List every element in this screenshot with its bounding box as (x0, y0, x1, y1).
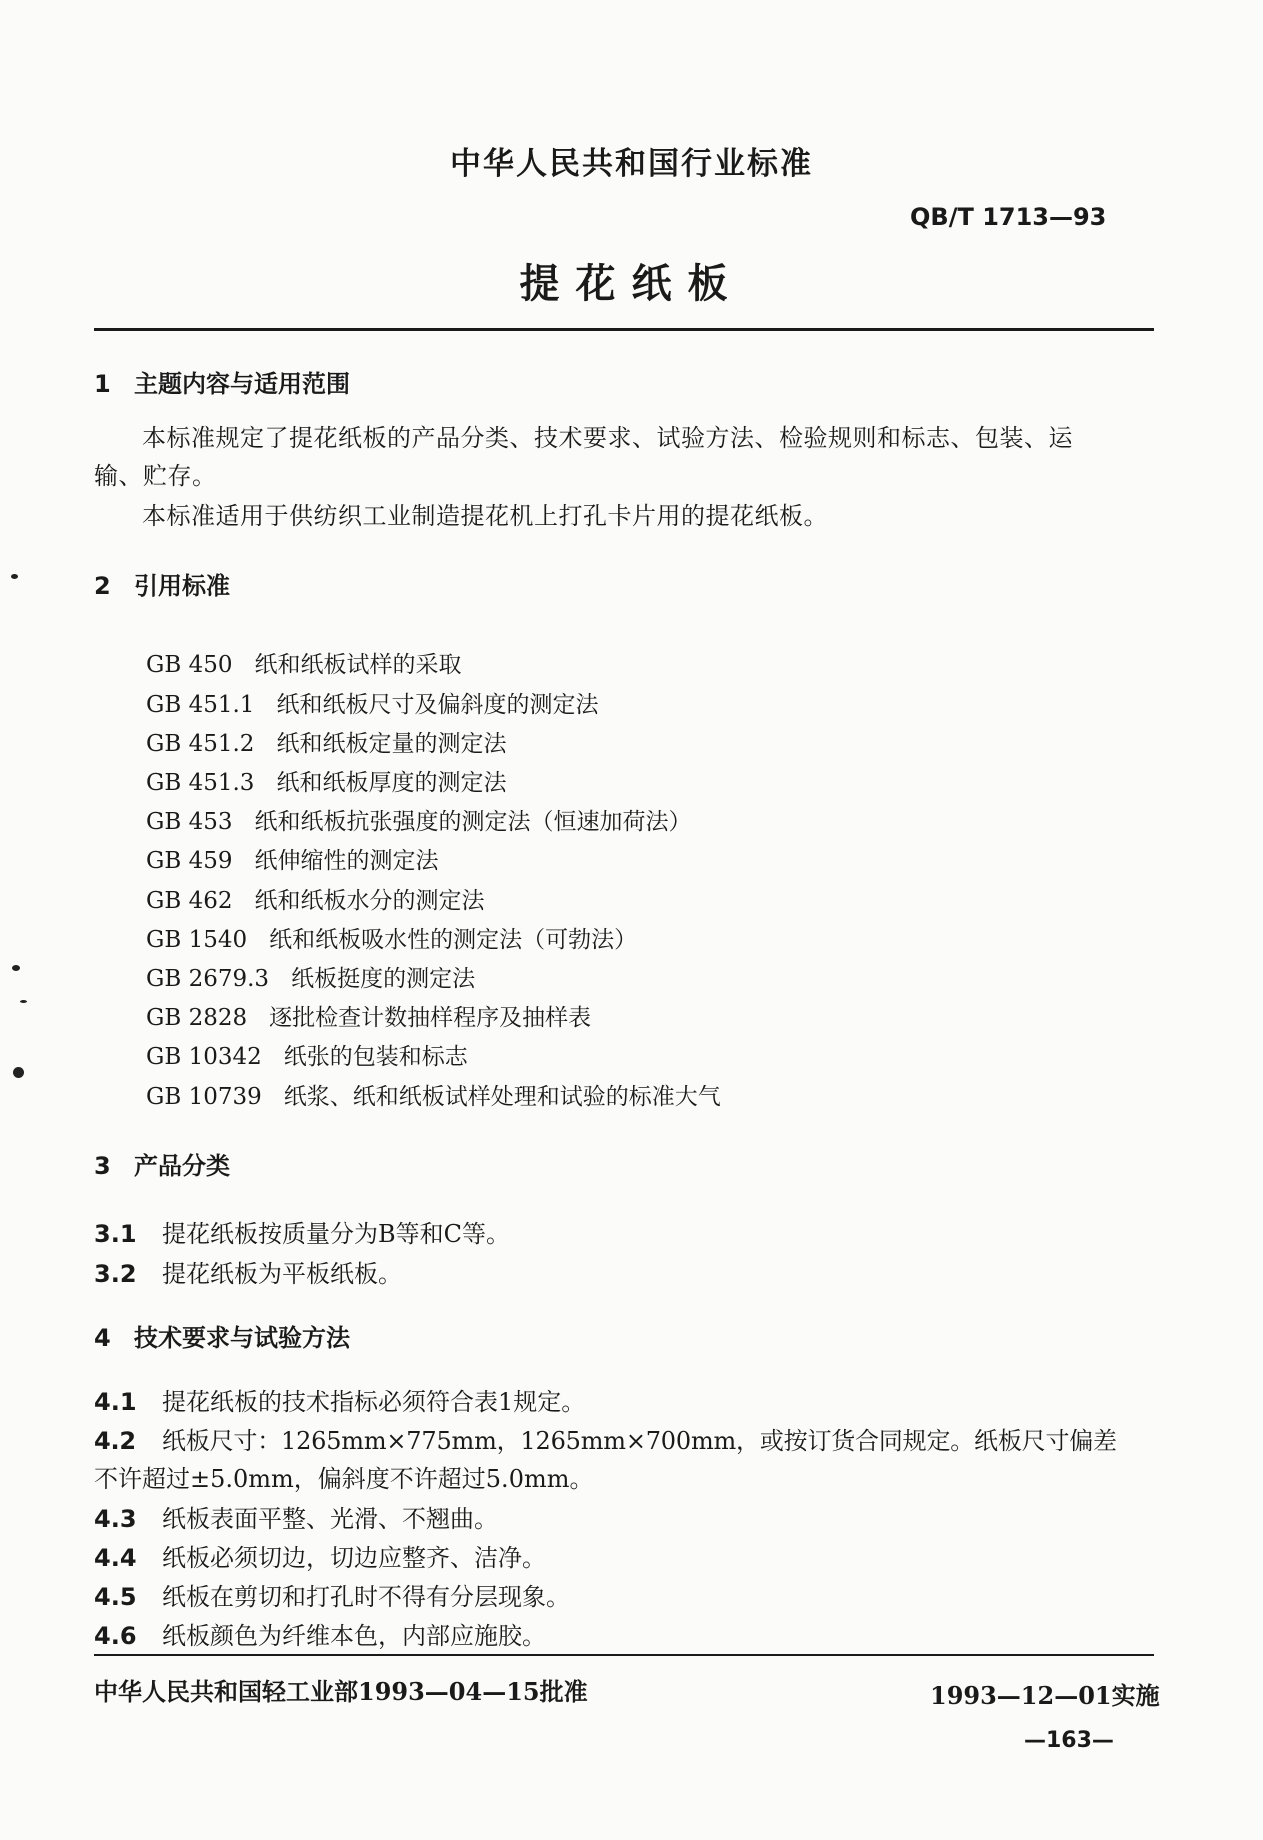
reference-title: 纸浆、纸和纸板试样处理和试验的标准大气 (283, 1084, 721, 1110)
section-title: 技术要求与试验方法 (134, 1323, 350, 1352)
reference-code: GB 2828 (146, 1005, 248, 1031)
section-1-paragraph-1-line-1: 本标准规定了提花纸板的产品分类、技术要求、试验方法、检验规则和标志、包装、运 (142, 424, 1073, 452)
scan-speck (20, 1000, 27, 1003)
reference-item (146, 999, 591, 1032)
clause-text: 提花纸板为平板纸板。 (162, 1260, 402, 1288)
reference-item (146, 842, 439, 875)
reference-code: GB 451.1 (146, 692, 255, 718)
header-divider (94, 328, 1154, 331)
reference-title: 纸和纸板定量的测定法 (276, 731, 507, 757)
clause-number: 3.2 (94, 1260, 137, 1288)
header-org-title: 中华人民共和国行业标准 (450, 146, 813, 182)
page-number: —163— (1024, 1728, 1114, 1753)
clause-text: 纸板表面平整、光滑、不翘曲。 (162, 1505, 498, 1533)
standard-code: QB/T 1713—93 (910, 203, 1107, 231)
reference-code: GB 451.3 (146, 770, 255, 796)
section-title: 引用标准 (134, 571, 230, 600)
reference-item (146, 803, 692, 836)
reference-title: 纸和纸板厚度的测定法 (276, 770, 507, 796)
clause-text: 纸板在剪切和打孔时不得有分层现象。 (162, 1583, 570, 1611)
clause-text: 纸板颜色为纤维本色，内部应施胶。 (162, 1622, 546, 1650)
reference-title: 纸张的包装和标志 (283, 1044, 468, 1070)
reference-code: GB 450 (146, 652, 233, 678)
section-2-heading (94, 566, 230, 601)
reference-code: GB 1540 (146, 927, 248, 953)
reference-title: 逐批检查计数抽样程序及抽样表 (269, 1005, 592, 1031)
clause-4-2-continuation: 不许超过±5.0mm，偏斜度不许超过5.0mm。 (94, 1465, 594, 1493)
clause-number: 4.4 (94, 1544, 137, 1572)
reference-title: 纸和纸板吸水性的测定法（可勃法） (269, 927, 638, 953)
clause-number: 4.1 (94, 1388, 137, 1416)
scan-speck (11, 574, 18, 579)
section-3-heading (94, 1146, 230, 1181)
reference-item (146, 764, 506, 797)
clause-text: 提花纸板的技术指标必须符合表1规定。 (162, 1388, 586, 1416)
reference-code: GB 10342 (146, 1044, 262, 1070)
reference-item (146, 921, 637, 954)
clause-4-2 (94, 1421, 1117, 1456)
section-number: 4 (94, 1324, 111, 1352)
clause-text: 提花纸板按质量分为B等和C等。 (162, 1220, 510, 1248)
section-title: 主题内容与适用范围 (134, 369, 350, 398)
reference-title: 纸和纸板试样的采取 (254, 652, 462, 678)
clause-4-6 (94, 1616, 546, 1651)
approval-statement: 中华人民共和国轻工业部1993—04—15批准 (94, 1677, 588, 1706)
section-1-heading (94, 364, 350, 399)
clause-4-1 (94, 1382, 585, 1417)
reference-title: 纸和纸板抗张强度的测定法（恒速加荷法） (254, 809, 692, 835)
scan-speck (12, 965, 20, 971)
reference-title: 纸伸缩性的测定法 (254, 848, 439, 874)
document-title: 提花纸板 (519, 260, 744, 307)
reference-item (146, 686, 598, 719)
section-number: 1 (94, 370, 111, 398)
reference-code: GB 10739 (146, 1084, 262, 1110)
section-number: 3 (94, 1152, 111, 1180)
section-1-paragraph-2: 本标准适用于供纺织工业制造提花机上打孔卡片用的提花纸板。 (142, 502, 828, 530)
reference-title: 纸和纸板水分的测定法 (254, 888, 485, 914)
reference-code: GB 2679.3 (146, 966, 270, 992)
reference-item (146, 1078, 721, 1111)
reference-item (146, 960, 475, 993)
clause-3-2 (94, 1254, 402, 1289)
reference-title: 纸板挺度的测定法 (291, 966, 476, 992)
reference-code: GB 451.2 (146, 731, 255, 757)
clause-number: 4.5 (94, 1583, 137, 1611)
clause-3-1 (94, 1214, 510, 1249)
section-title: 产品分类 (134, 1151, 230, 1180)
section-1-paragraph-1-line-2: 输、贮存。 (94, 462, 217, 490)
section-number: 2 (94, 572, 111, 600)
clause-text: 纸板尺寸：1265mm×775mm，1265mm×700mm，或按订货合同规定。纸板尺寸偏差 (162, 1427, 1117, 1455)
reference-item (146, 725, 506, 758)
reference-item (146, 646, 462, 679)
reference-code: GB 453 (146, 809, 233, 835)
reference-item (146, 1038, 468, 1071)
clause-number: 4.2 (94, 1427, 136, 1455)
section-4-heading (94, 1318, 350, 1353)
reference-title: 纸和纸板尺寸及偏斜度的测定法 (276, 692, 599, 718)
clause-4-4 (94, 1538, 546, 1573)
clause-number: 3.1 (94, 1220, 137, 1248)
scan-speck (13, 1067, 24, 1078)
effective-date: 1993—12—01实施 (930, 1681, 1160, 1710)
clause-4-3 (94, 1499, 498, 1534)
clause-number: 4.3 (94, 1505, 137, 1533)
reference-code: GB 459 (146, 848, 233, 874)
reference-item (146, 882, 485, 915)
clause-text: 纸板必须切边，切边应整齐、洁净。 (162, 1544, 546, 1572)
clause-number: 4.6 (94, 1622, 137, 1650)
clause-4-5 (94, 1577, 570, 1612)
reference-code: GB 462 (146, 888, 233, 914)
footer-divider (94, 1654, 1154, 1656)
